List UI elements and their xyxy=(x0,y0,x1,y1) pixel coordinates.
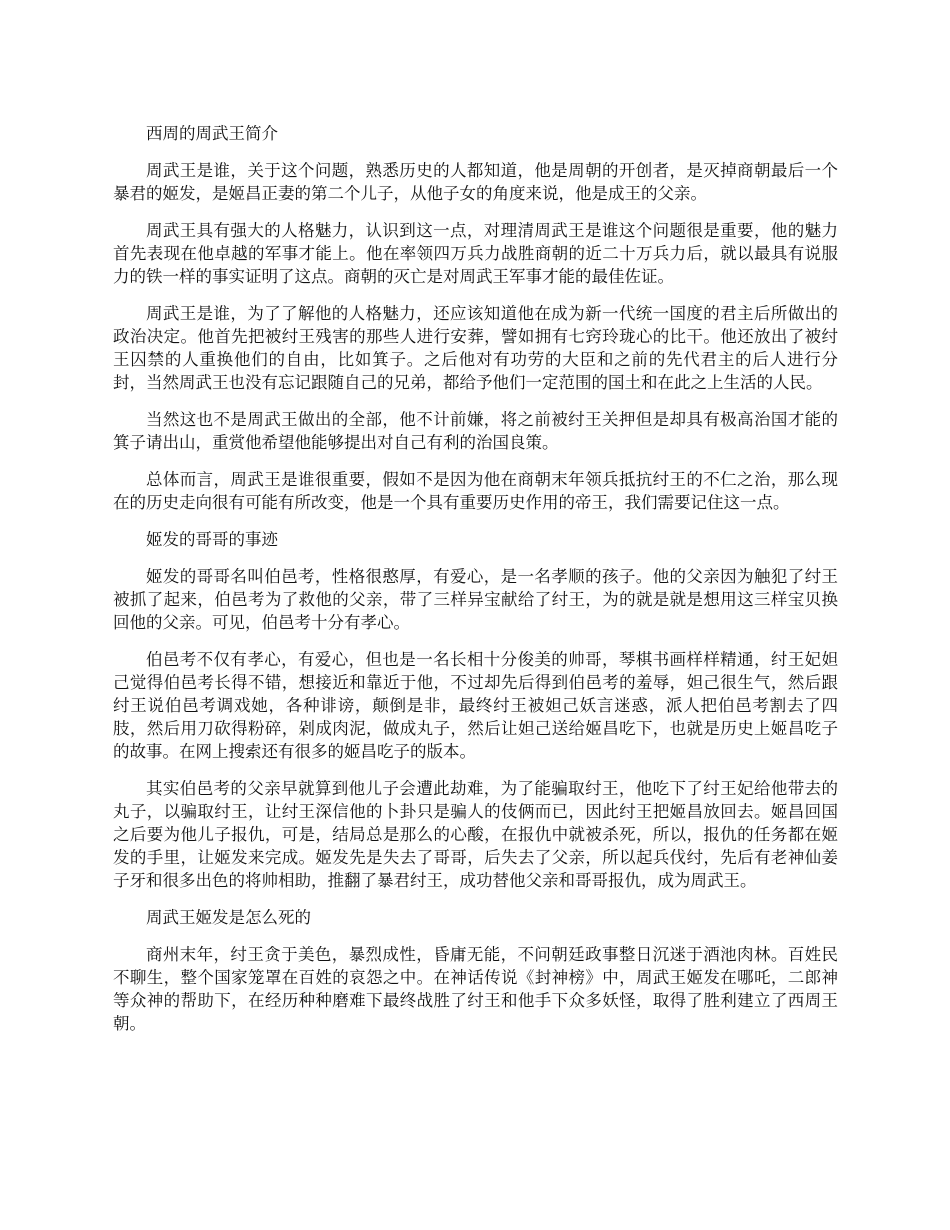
paragraph: 伯邑考不仅有孝心，有爱心，但也是一名长相十分俊美的帅哥，琴棋书画样样精通，纣王妃妲己觉得伯邑考长得不错，想接近和靠近于他，不过却先后得到伯邑考的羞辱，妲己很生气，然后跟纣王说伯邑考调戏她，各种诽谤，颠倒是非，最终纣王被妲己妖言迷惑，派人把伯邑考割去了四肢，然后用刀砍得粉碎，剁成肉泥，做成丸子，然后让妲己送给姬昌吃下，也就是历史上姬昌吃子的故事。在网上搜索还有很多的姬昌吃子的版本。 xyxy=(113,650,838,761)
paragraph: 商州末年，纣王贪于美色，暴烈成性，昏庸无能，不问朝廷政事整日沉迷于酒池肉林。百姓民不聊生，整个国家笼罩在百姓的哀怨之中。在神话传说《封神榜》中，周武王姬发在哪吒，二郎神等众神的帮助下，在经历种种磨难下最终战胜了纣王和他手下众多妖怪，取得了胜利建立了西周王朝。 xyxy=(113,945,838,1033)
section-heading: 西周的周武王简介 xyxy=(146,124,278,143)
document-body xyxy=(113,122,838,1049)
section-heading: 姬发的哥哥的事迹 xyxy=(146,530,278,549)
paragraph: 周武王具有强大的人格魅力，认识到这一点，对理清周武王是谁这个问题很是重要，他的魅力首先表现在他卓越的军事才能上。他在率领四万兵力战胜商朝的近二十万兵力后，就以最具有说服力的铁一样的事实证明了这点。商朝的灭亡是对周武王军事才能的最佳佐证。 xyxy=(113,221,838,286)
paragraph: 周武王是谁，关于这个问题，熟悉历史的人都知道，他是周朝的开创者，是灭掉商朝最后一个暴君的姬发，是姬昌正妻的第二个儿子，从他子女的角度来说，他是成王的父亲。 xyxy=(113,161,838,203)
paragraph: 其实伯邑考的父亲早就算到他儿子会遭此劫难，为了能骗取纣王，他吃下了纣王妃给他带去的丸子，以骗取纣王，让纣王深信他的卜卦只是骗人的伎俩而已，因此纣王把姬昌放回去。姬昌回国之后要为他儿子报仇，可是，结局总是那么的心酸，在报仇中就被杀死，所以，报仇的任务都在姬发的手里，让姬发来完成。姬发先是失去了哥哥，后失去了父亲，所以起兵伐纣，先后有老神仙姜子牙和很多出色的将帅相助，推翻了暴君纣王，成功替他父亲和哥哥报仇，成为周武王。 xyxy=(113,779,838,890)
section-heading: 周武王姬发是怎么死的 xyxy=(146,908,311,927)
paragraph: 周武王是谁，为了了解他的人格魅力，还应该知道他在成为新一代统一国度的君主后所做出的政治决定。他首先把被纣王残害的那些人进行安葬，譬如拥有七窍玲珑心的比干。他还放出了被纣王囚禁的人重换他们的自由，比如箕子。之后他对有功劳的大臣和之前的先代君主的后人进行分封，当然周武王也没有忘记跟随自己的兄弟，都给予他们一定范围的国土和在此之上生活的人民。 xyxy=(113,304,838,392)
paragraph: 当然这也不是周武王做出的全部，他不计前嫌，将之前被纣王关押但是却具有极高治国才能的箕子请出山，重赏他希望他能够提出对自己有利的治国良策。 xyxy=(113,410,838,452)
paragraph: 姬发的哥哥名叫伯邑考，性格很憨厚，有爱心，是一名孝顺的孩子。他的父亲因为触犯了纣王被抓了起来，伯邑考为了救他的父亲，带了三样异宝献给了纣王，为的就是就是想用这三样宝贝换回他的父亲。可见，伯邑考十分有孝心。 xyxy=(113,567,838,632)
paragraph: 总体而言，周武王是谁很重要，假如不是因为他在商朝末年领兵抵抗纣王的不仁之治，那么现在的历史走向很有可能有所改变，他是一个具有重要历史作用的帝王，我们需要记住这一点。 xyxy=(113,470,838,512)
